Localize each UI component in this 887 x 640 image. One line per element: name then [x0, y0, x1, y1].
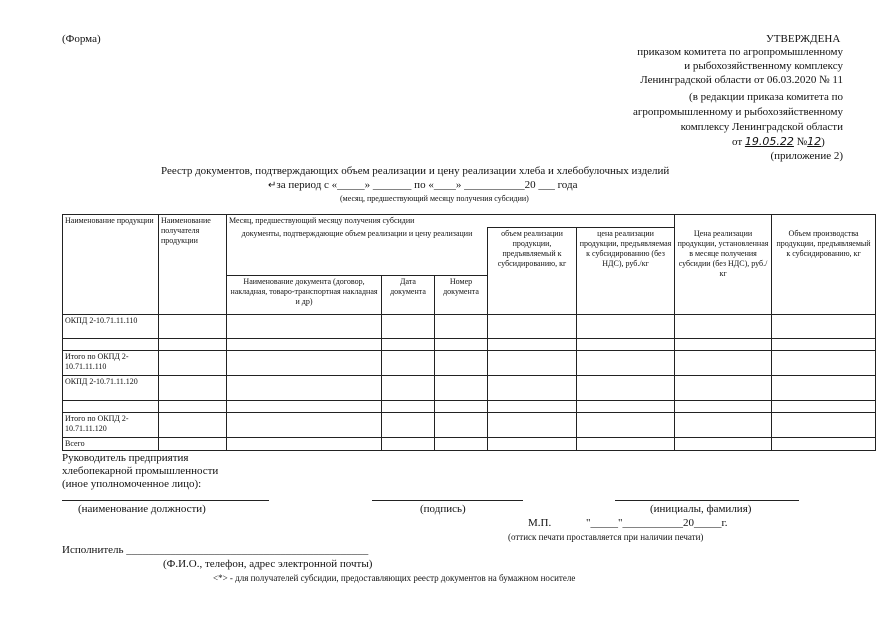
row-label-okpd-120: ОКПД 2-10.71.11.120	[63, 376, 159, 401]
row-label-blank-1	[63, 339, 159, 351]
col-header-doc-number: Номер документа	[435, 275, 488, 314]
stamp-place-label: М.П.	[528, 517, 552, 529]
order-line-2: и рыбохозяйственному комплексу	[684, 60, 843, 72]
col-header-price: цена реализации продукции, предъявляемая к субсидированию (без НДС), руб./кг	[577, 228, 675, 314]
handwritten-date: 19.05.22	[744, 135, 794, 148]
period-note: (месяц, предшествующий месяцу получения субсидии)	[340, 194, 529, 203]
executor-row	[62, 544, 368, 557]
appendix-label: (приложение 2)	[770, 150, 843, 162]
row-label-total-110: Итого по ОКПД 2-10.71.11.110	[63, 351, 159, 376]
table-row	[63, 437, 876, 450]
table-row	[63, 314, 876, 339]
form-label: (Форма)	[62, 33, 101, 45]
row-label-blank-2	[63, 400, 159, 412]
approved-heading: УТВЕРЖДЕНА	[766, 33, 841, 45]
signature-caption: (подпись)	[420, 503, 466, 515]
signature-line	[372, 500, 523, 501]
signature-date: "_____"___________20_____г.	[586, 517, 728, 529]
head-line-1: Руководитель предприятия	[62, 452, 189, 464]
table-row	[63, 351, 876, 376]
row-label-okpd-110: ОКПД 2-10.71.11.110	[63, 314, 159, 339]
col-header-volume: объем реализации продукции, предъявляемый к субсидированию, кг	[488, 228, 577, 314]
register-table	[62, 214, 875, 451]
handwritten-number: 12	[807, 135, 822, 148]
order-line-1: приказом комитета по агропромышленному	[637, 46, 843, 58]
col-header-recipient: Наименование получателя продукции	[159, 215, 227, 315]
document-title: Реестр документов, подтверждающих объем реализации и цену реализации хлеба и хлебобулочных изделий	[161, 165, 670, 177]
col-header-prev-month: Месяц, предшествующий месяцу получения субсидии	[227, 215, 675, 228]
stamp-note: (оттиск печати проставляется при наличии печати)	[508, 532, 704, 542]
order-date-line	[732, 135, 825, 149]
col-header-production: Объем производства продукции, предъявляемый к субсидированию, кг	[772, 215, 876, 315]
table-row	[63, 339, 876, 351]
row-label-grand-total: Всего	[63, 437, 159, 450]
position-caption: (наименование должности)	[78, 503, 206, 515]
col-header-price-month: Цена реализации продукции, установленная в месяце получения субсидии (без НДС), руб./кг	[675, 215, 772, 315]
col-header-documents: документы, подтверждающие объем реализации и цену реализации	[227, 228, 488, 275]
executor-label: Исполнитель	[62, 544, 124, 556]
executor-caption: (Ф.И.О., телефон, адрес электронной почты)	[163, 558, 373, 570]
initials-caption: (инициалы, фамилия)	[650, 503, 752, 515]
period-text: за период с «_____» _______ по «____» ___________20 ___ года	[276, 179, 578, 191]
number-prefix: №	[796, 136, 808, 148]
col-header-doc-name: Наименование документа (договор, накладная, товаро-транспортная накладная и др)	[227, 275, 382, 314]
from-prefix: от	[732, 136, 743, 148]
order-line-3: Ленинградской области от 06.03.2020 № 11	[640, 74, 843, 86]
period-line	[268, 179, 577, 192]
col-header-product: Наименование продукции	[63, 215, 159, 315]
head-line-2: хлебопекарной промышленности	[62, 465, 219, 477]
col-header-doc-date: Дата документа	[382, 275, 435, 314]
footnote: <*> - для получателей субсидии, предоставляющих реестр документов на бумажном носителе	[213, 573, 576, 583]
pen-mark-icon: ↵	[268, 180, 277, 191]
position-line	[62, 500, 269, 501]
table-row	[63, 376, 876, 401]
executor-line: ____________________________________________	[126, 544, 369, 556]
order-line-6: комплексу Ленинградской области	[680, 121, 843, 133]
head-line-3: (иное уполномоченное лицо):	[62, 478, 202, 490]
table-row	[63, 413, 876, 438]
order-line-4: (в редакции приказа комитета по	[689, 91, 843, 103]
close-paren: )	[821, 136, 825, 148]
initials-line	[615, 500, 799, 501]
row-label-total-120: Итого по ОКПД 2- 10.71.11.120	[63, 413, 159, 438]
order-line-5: агропромышленному и рыбохозяйственному	[633, 106, 843, 118]
table-row	[63, 400, 876, 412]
